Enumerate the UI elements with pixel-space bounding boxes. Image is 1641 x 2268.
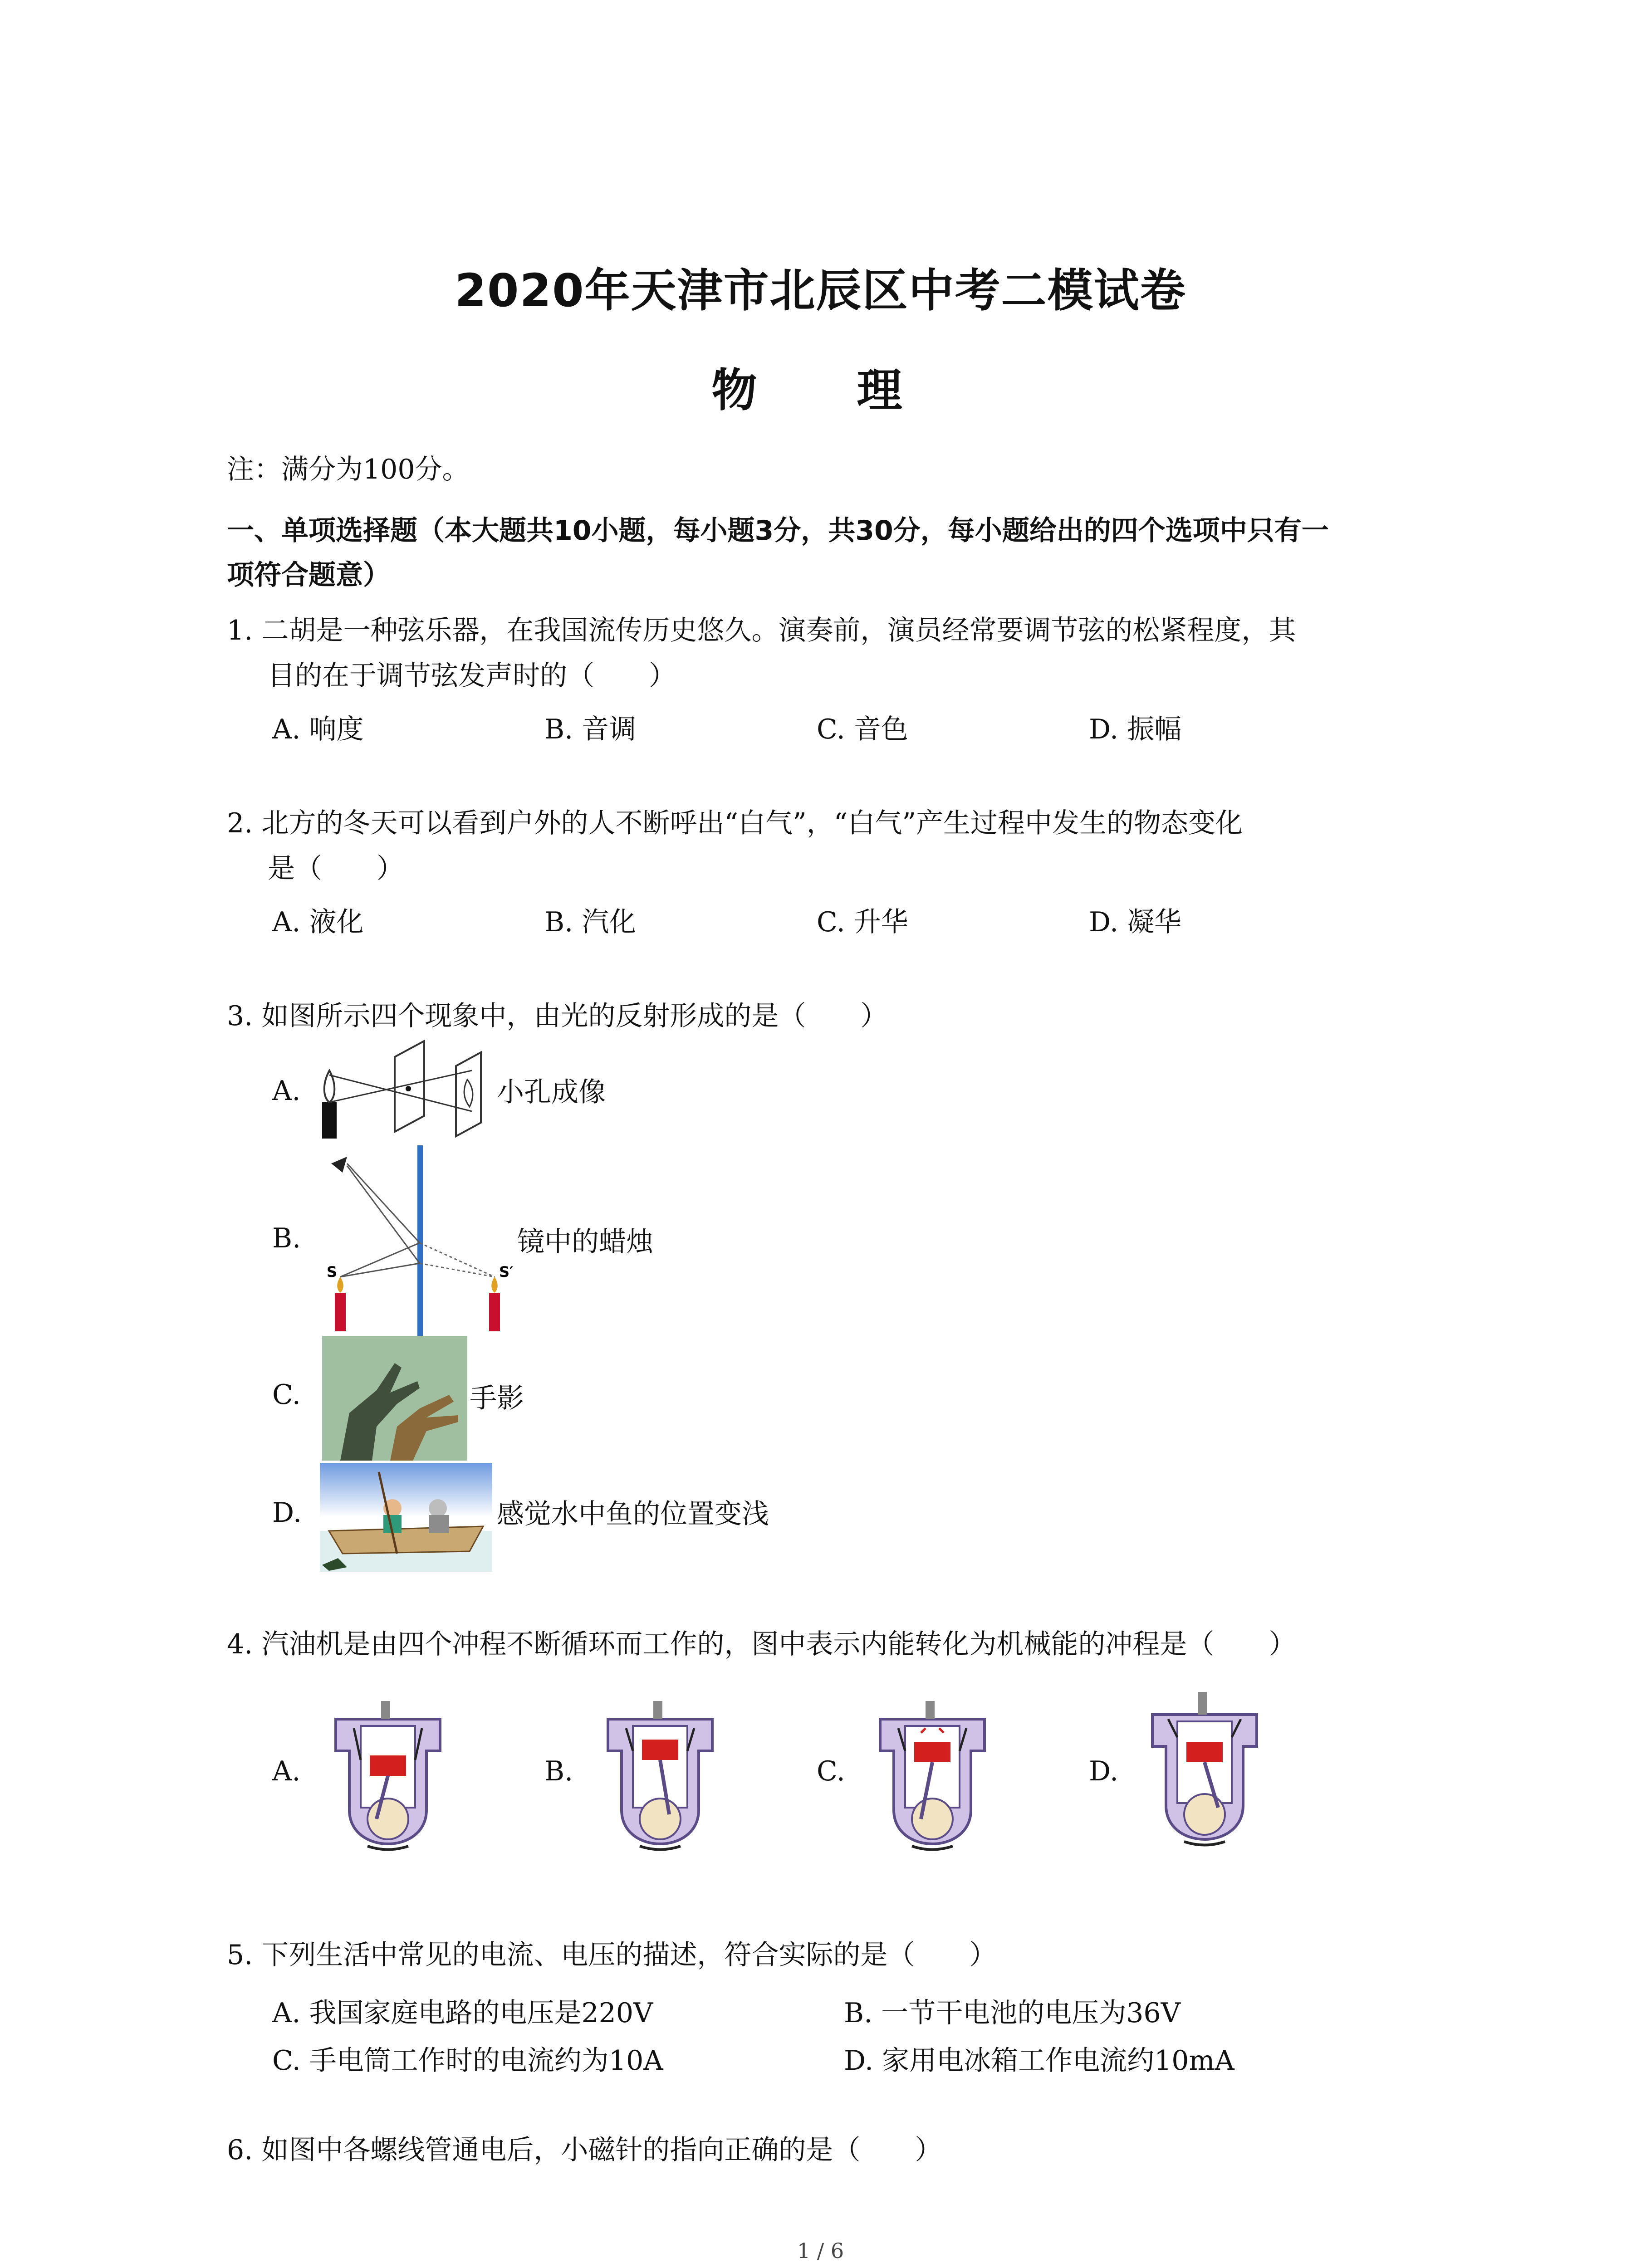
q5-option-a[interactable]: A. 我国家庭电路的电压是220V (272, 1997, 653, 2029)
fishing-boat-figure (320, 1463, 492, 1572)
engine-stroke-figure (1134, 1678, 1275, 1869)
q1-option-c[interactable]: C. 音色 (817, 714, 908, 745)
q4-option-a[interactable]: A. (272, 1755, 301, 1787)
mirror-label-s-prime: S′ (499, 1263, 514, 1281)
q3-stem: 3. 如图所示四个现象中，由光的反射形成的是（ ） (227, 1000, 888, 1032)
candle-pinhole-figure (318, 1039, 499, 1143)
subject-title: 物 理 (711, 364, 930, 417)
mirror-candle-figure (322, 1145, 522, 1336)
section-heading-line1: 一、单项选择题（本大题共10小题，每小题3分，共30分，每小题给出的四个选项中只有一 (227, 515, 1329, 547)
q5-option-d[interactable]: D. 家用电冰箱工作电流约10mA (844, 2045, 1234, 2077)
q5-stem: 5. 下列生活中常见的电流、电压的描述，符合实际的是（ ） (227, 1939, 997, 1971)
score-note: 注：满分为100分。 (227, 454, 470, 485)
section-heading-line2: 项符合题意） (227, 559, 390, 591)
mirror-label-s: S (327, 1263, 338, 1281)
q5-option-c[interactable]: C. 手电筒工作时的电流约为10A (272, 2045, 663, 2077)
q1-stem-line1: 1. 二胡是一种弦乐器，在我国流传历史悠久。演奏前，演员经常要调节弦的松紧程度，其 (227, 615, 1296, 646)
q1-option-d[interactable]: D. 振幅 (1089, 714, 1182, 745)
q1-option-b[interactable]: B. 音调 (544, 714, 637, 745)
q2-stem-line2: 是（ ） (268, 853, 404, 885)
q3-option-b-caption: 镜中的蜡烛 (517, 1226, 653, 1258)
page-number: 1 / 6 (797, 2239, 844, 2263)
page-title: 2020年天津市北辰区中考二模试卷 (455, 264, 1186, 317)
q1-stem-line2: 目的在于调节弦发声时的（ ） (268, 660, 676, 692)
engine-stroke-figure (862, 1683, 1003, 1873)
q4-option-b[interactable]: B. (544, 1755, 573, 1787)
engine-stroke-figure (318, 1683, 458, 1873)
q1-option-a[interactable]: A. 响度 (272, 714, 364, 745)
q3-option-a-letter[interactable]: A. (272, 1075, 301, 1107)
q3-option-c-letter[interactable]: C. (272, 1379, 301, 1411)
q2-stem-line1: 2. 北方的冬天可以看到户外的人不断呼出“白气”，“白气”产生过程中发生的物态变化 (227, 807, 1243, 839)
q3-option-d-caption: 感觉水中鱼的位置变浅 (497, 1498, 769, 1530)
q2-option-d[interactable]: D. 凝华 (1089, 906, 1182, 938)
q3-option-c-caption: 手影 (470, 1383, 524, 1414)
q2-option-c[interactable]: C. 升华 (817, 906, 908, 938)
engine-stroke-figure (590, 1683, 730, 1873)
q4-option-d[interactable]: D. (1089, 1755, 1119, 1787)
q2-option-b[interactable]: B. 汽化 (544, 906, 637, 938)
q3-option-a-caption: 小孔成像 (497, 1076, 606, 1108)
q6-stem: 6. 如图中各螺线管通电后，小磁针的指向正确的是（ ） (227, 2134, 942, 2166)
hand-shadow-figure (322, 1336, 467, 1461)
q4-option-c[interactable]: C. (817, 1755, 845, 1787)
q5-option-b[interactable]: B. 一节干电池的电压为36V (844, 1997, 1181, 2029)
q2-option-a[interactable]: A. 液化 (272, 906, 364, 938)
q3-option-b-letter[interactable]: B. (272, 1222, 301, 1254)
q4-stem: 4. 汽油机是由四个冲程不断循环而工作的，图中表示内能转化为机械能的冲程是（ ） (227, 1628, 1296, 1660)
q3-option-d-letter[interactable]: D. (272, 1497, 302, 1529)
